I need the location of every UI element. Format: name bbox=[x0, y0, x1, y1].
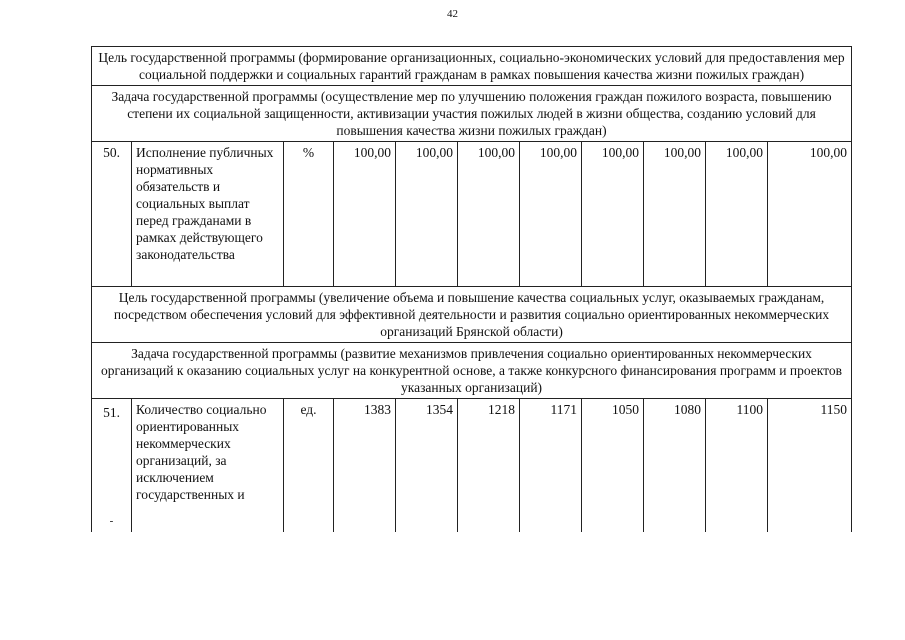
goal-heading: Цель государственной программы (формирование организационных, социально-экономических условий для предоставления мер социальной поддержки и социальных гарантий гражданам в рамках повышения качества жизни пожилых граждан) bbox=[92, 47, 852, 86]
task-heading: Задача государственной программы (осуществление мер по улучшению положения граждан пожилого возраста, повышению степени их социальной защищенности, активизации участия пожилых людей в жизни общества, созданию условий для повышения качества жизни пожилых граждан) bbox=[92, 86, 852, 142]
value-cell: 100,00 bbox=[458, 142, 520, 287]
table-row bbox=[92, 399, 852, 533]
task-heading: Задача государственной программы (развитие механизмов привлечения социально ориентированных некоммерческих организаций к оказанию социальных услуг на конкурентной основе, а также конкурсного финансирования программ и проектов указанных организаций) bbox=[92, 343, 852, 399]
value-cell: 1100 bbox=[706, 399, 768, 533]
goal-row bbox=[92, 47, 852, 86]
value-cell: 100,00 bbox=[334, 142, 396, 287]
value-cell: 100,00 bbox=[582, 142, 644, 287]
goal-heading: Цель государственной программы (увеличение объема и повышение качества социальных услуг, оказываемых гражданам, посредством обеспечения условий для эффективной деятельности и развития социально ориентированных некоммерческих организаций Брянской области) bbox=[92, 287, 852, 343]
row-number-cell bbox=[92, 399, 132, 533]
goal-row bbox=[92, 287, 852, 343]
row-number: 50. bbox=[92, 142, 132, 287]
row-number: 51. bbox=[103, 405, 120, 420]
value-cell: 100,00 bbox=[520, 142, 582, 287]
page-number: 42 bbox=[447, 8, 458, 20]
row-marker: - bbox=[109, 515, 114, 527]
value-cell: 1354 bbox=[396, 399, 458, 533]
value-cell: 1080 bbox=[644, 399, 706, 533]
task-row bbox=[92, 343, 852, 399]
value-cell: 100,00 bbox=[396, 142, 458, 287]
task-row bbox=[92, 86, 852, 142]
value-cell: 1171 bbox=[520, 399, 582, 533]
unit-cell: % bbox=[284, 142, 334, 287]
value-cell: 1218 bbox=[458, 399, 520, 533]
value-cell: 100,00 bbox=[768, 142, 852, 287]
table-row bbox=[92, 142, 852, 287]
value-cell: 1383 bbox=[334, 399, 396, 533]
indicator-name: Количество социально ориентированных некоммерческих организаций, за исключением государственных и bbox=[132, 399, 284, 533]
value-cell: 100,00 bbox=[706, 142, 768, 287]
indicator-name: Исполнение публичных нормативных обязательств и социальных выплат перед гражданами в рамках действующего законодательства bbox=[132, 142, 284, 287]
value-cell: 100,00 bbox=[644, 142, 706, 287]
value-cell: 1050 bbox=[582, 399, 644, 533]
unit-cell: ед. bbox=[284, 399, 334, 533]
value-cell: 1150 bbox=[768, 399, 852, 533]
indicators-table bbox=[91, 46, 852, 532]
